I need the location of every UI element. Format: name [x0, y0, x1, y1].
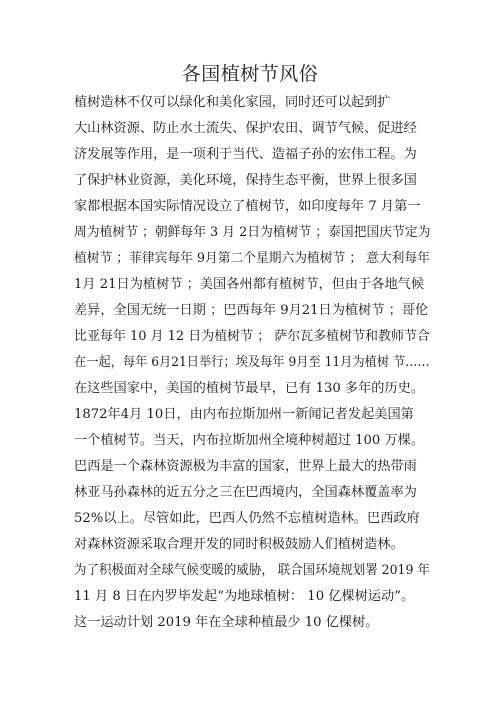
body-line-13: 1872年4月 10日，由内布拉斯加州一新闻记者发起美国第: [74, 407, 414, 422]
body-line-6: 周为植树节 ；朝鲜每年 3 月 2日为植树节 ；泰国把国庆节定为: [74, 225, 431, 240]
document-title: 各国植树节风俗: [181, 63, 319, 85]
body-line-19: 为了积极面对全球气候变暖的威胁， 联合国环境规划署 2019 年: [74, 563, 430, 578]
body-line-21: 这一运动计划 2019 年在全球种植最少 10 亿棵树。: [74, 615, 379, 630]
body-line-11: 在一起，每年 6月21日举行；埃及每年 9月至 11月为植树 节……: [74, 355, 430, 370]
body-line-3: 济发展等作用，是一项利于当代、造福子孙的宏伟工程。为: [74, 147, 417, 162]
body-line-14: 一个植树节。当天，内布拉斯加州全境种树超过 100 万棵。: [74, 433, 425, 448]
body-line-9: 差异，全国无统一日期 ；巴西每年 9月21日为植树节 ；哥伦: [74, 303, 429, 318]
body-line-7: 植树节 ；菲律宾每年 9月第二个星期六为植树节 ； 意大利每年: [74, 251, 430, 266]
body-line-16: 林亚马孙森林的近五分之三在巴西境内，全国森林覆盖率为: [74, 485, 417, 500]
body-line-8: 1月 21日为植树节 ；美国各州都有植树节，但由于各地气候: [74, 277, 425, 292]
body-line-15: 巴西是一个森林资源极为丰富的国家，世界上最大的热带雨: [74, 459, 417, 474]
body-line-4: 了保护林业资源，美化环境，保持生态平衡，世界上很多国: [74, 173, 417, 188]
body-line-5: 家都根据本国实际情况设立了植树节，如印度每年 7 月第一: [74, 199, 421, 214]
body-line-1: 植树造林不仅可以绿化和美化家园，同时还可以起到扩: [74, 95, 391, 110]
body-line-2: 大山林资源、防止水土流失、保护农田、调节气候、促进经: [74, 121, 417, 136]
body-line-20: 11 月 8 日在内罗毕发起“为地球植树： 10 亿棵树运动”。: [74, 589, 415, 604]
body-line-10: 比亚每年 10 月 12 日为植树节 ； 萨尔瓦多植树节和教师节合: [74, 329, 430, 344]
body-line-17: 52%以上。尽管如此，巴西人仍然不忘植树造林。巴西政府: [74, 511, 420, 526]
body-line-12: 在这些国家中，美国的植树节最早，已有 130 多年的历史。: [74, 381, 425, 396]
body-line-18: 对森林资源采取合理开发的同时积极鼓励人们植树造林。: [74, 537, 404, 552]
